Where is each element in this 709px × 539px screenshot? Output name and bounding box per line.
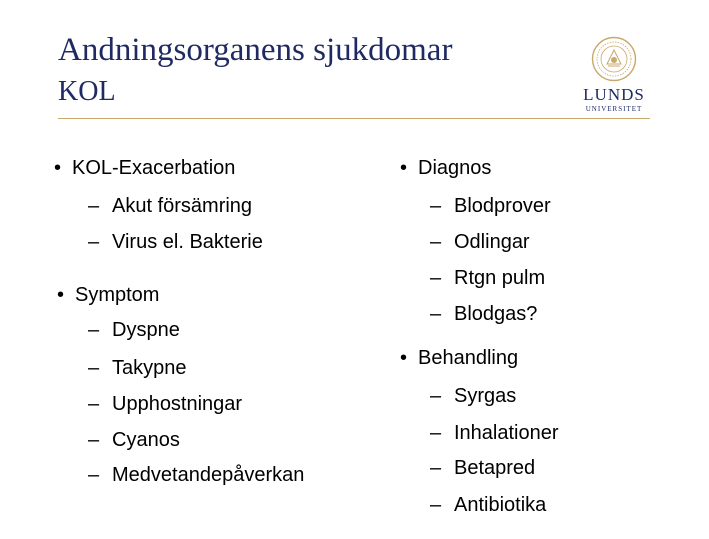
- sub-item-symptom-1: – Takypne: [112, 358, 187, 378]
- title-rule: [58, 118, 650, 119]
- bullet-symptom: • Symptom: [75, 285, 159, 305]
- sub-item-diagnos-0: – Blodprover: [454, 196, 551, 216]
- sub-item-diagnos-2: – Rtgn pulm: [454, 268, 545, 288]
- university-seal-icon: [591, 36, 637, 82]
- slide-subtitle: KOL: [58, 76, 116, 107]
- sub-item-symptom-4: – Medvetandepåverkan: [112, 465, 304, 485]
- bullet-exacerbation: • KOL-Exacerbation: [72, 158, 235, 178]
- sub-item-behandling-0: – Syrgas: [454, 386, 516, 406]
- bullet-diagnos: • Diagnos: [418, 158, 491, 178]
- sub-item-behandling-2: – Betapred: [454, 458, 535, 478]
- sub-item-symptom-3: – Cyanos: [112, 430, 180, 450]
- logo-name: LUNDS: [583, 85, 645, 104]
- slide-title: Andningsorganens sjukdomar: [58, 32, 453, 68]
- lund-university-logo: [578, 36, 650, 118]
- sub-item-behandling-3: – Antibiotika: [454, 495, 546, 515]
- sub-item-exacerbation-0: – Akut försämring: [112, 196, 252, 216]
- sub-item-exacerbation-1: – Virus el. Bakterie: [112, 232, 263, 252]
- sub-item-behandling-1: – Inhalationer: [454, 423, 559, 443]
- sub-item-symptom-2: – Upphostningar: [112, 394, 242, 414]
- bullet-behandling: • Behandling: [418, 348, 518, 368]
- logo-subtitle: UNIVERSITET: [585, 105, 643, 113]
- sub-item-diagnos-1: – Odlingar: [454, 232, 530, 252]
- sub-item-diagnos-3: – Blodgas?: [454, 304, 537, 324]
- sub-item-symptom-0: – Dyspne: [112, 320, 180, 340]
